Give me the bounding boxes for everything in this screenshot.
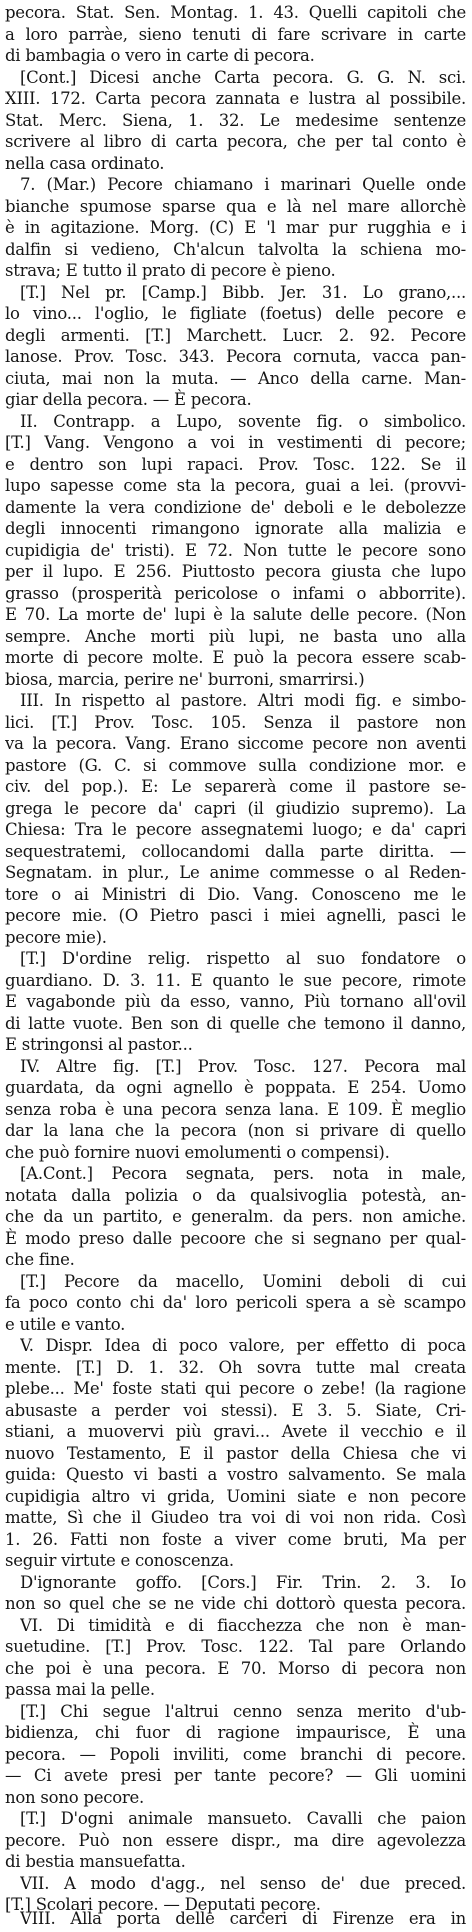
- text-line: VIII. Alla porta delle carceri di Firenze era in: [20, 1909, 466, 1928]
- text-line: dar la lana che la pecora (non si privare di quello: [5, 1121, 466, 1140]
- text-line: morte di pecore molte. E può la pecora essere scab-: [5, 648, 466, 667]
- text-line: V. Dispr. Idea di poco valore, per effetto di poca: [20, 1336, 466, 1355]
- text-line: sequestratemi, collocandomi dalla parte diritta. —: [5, 841, 466, 861]
- text-line: notata dalla polizia o da qualsivoglia potestà, an-: [5, 1185, 466, 1205]
- text-line: D'ignorante goffo. [Cors.] Fir. Trin. 2. 3. Io: [20, 1572, 466, 1592]
- text-line: [T.] Vang. Vengono a voi in vestimenti di pecore;: [5, 433, 466, 452]
- text-line: cupidigia altro vi grida, Uomini siate e non pecore: [5, 1486, 466, 1506]
- text-line: pecore mie).: [5, 927, 107, 947]
- text-line: per il lupo. E 256. Piuttosto pecora giusta che lupo: [5, 562, 466, 581]
- text-line: va la pecora. Vang. Erano siccome pecore non aventi: [5, 734, 466, 753]
- text-line: E stringonsi al pastor...: [5, 1035, 193, 1054]
- text-line: pecore. Può non essere dispr., ma dire agevolezza: [5, 1830, 466, 1850]
- text-line: sempre. Anche morti più lupi, ne basta uno alla: [5, 626, 466, 646]
- text-line: lanose. Prov. Tosc. 343. Pecora cornuta, vacca pan-: [5, 347, 466, 366]
- text-line: plebe... Me' foste stati qui pecore o zebe! (la ragione: [5, 1379, 466, 1398]
- text-line: 7. (Mar.) Pecore chiamano i marinari Quelle onde: [20, 175, 466, 194]
- text-line: pecora. — Popoli inviliti, come branchi di pecore.: [5, 1744, 466, 1764]
- text-line: II. Contrapp. a Lupo, sovente fig. o simbolico.: [20, 411, 466, 431]
- text-line: bianche spumose sparse qua e là nel mare allorchè: [5, 196, 466, 216]
- text-line: scrivere al libro di carta pecora, che per tal conto è: [5, 132, 466, 151]
- text-line: suetudine. [T.] Prov. Tosc. 122. Tal pare Orlando: [5, 1637, 466, 1656]
- text-line: stiani, a muovervi più gravi... Avete il vecchio e il: [5, 1422, 466, 1441]
- text-line: fa poco conto chi da' loro pericoli spera a sè scampo: [5, 1293, 466, 1312]
- text-line: nella casa ordinato.: [5, 153, 165, 173]
- text-line: lupo sapesse come sta la pecora, guai a lei. (provvi-: [5, 476, 466, 495]
- text-line: pecora. Stat. Sen. Montag. 1. 43. Quelli capitoli che: [5, 3, 466, 22]
- text-line: senza roba è una pecora senza lana. E 109. È meglio: [5, 1099, 466, 1119]
- text-line: pecore mie. (O Pietro pasci i miei agnelli, pasci le: [5, 906, 466, 925]
- text-line: che da un partito, e generalm. da pers. non amiche.: [5, 1207, 466, 1226]
- text-line: grega le pecore da' capri (il giudizio supremo). La: [5, 798, 466, 818]
- text-line: è in agitazione. Morg. (C) E 'l mar pur rugghia e i: [5, 218, 466, 237]
- text-line: lici. [T.] Prov. Tosc. 105. Senza il pastore non: [5, 712, 466, 732]
- text-line: 1. 26. Fatti non foste a viver come bruti, Ma per: [5, 1529, 466, 1549]
- text-line: E vagabonde più da esso, vanno, Più tornano all'ovil: [5, 992, 466, 1011]
- text-line: pastore (G. C. si commove sulla condizione mor. e: [5, 755, 466, 775]
- text-line: — Ci avete presi per tante pecore? — Gli uomini: [5, 1766, 466, 1785]
- text-line: guida: Questo vi basti a vostro salvamento. Se mala: [5, 1465, 466, 1484]
- text-line: damente la vera condizione de' deboli e le debolezze: [5, 497, 466, 517]
- text-line: e utile e vanto.: [5, 1314, 126, 1334]
- text-line: [T.] Scolari pecore. — Deputati pecore.: [5, 1895, 321, 1914]
- text-line: tore o ai Ministri di Dio. Vang. Conosceno me le: [5, 884, 466, 904]
- text-line: [T.] D'ordine relig. rispetto al suo fondatore o: [20, 949, 466, 968]
- text-line: [T.] Pecore da macello, Uomini deboli di cui: [20, 1271, 466, 1291]
- text-line: [Cont.] Dicesi anche Carta pecora. G. G. N. sci.: [20, 67, 466, 87]
- text-line: III. In rispetto al pastore. Altri modi fig. e simbo-: [20, 691, 466, 710]
- text-line: E 70. La morte de' lupi è la salute delle pecore. (Non: [5, 605, 466, 624]
- text-line: [T.] Chi segue l'altrui cenno senza merito d'ub-: [20, 1701, 466, 1721]
- text-line: che può fornire nuovi emolumenti o compensi).: [5, 1142, 390, 1162]
- text-line: non sono pecore.: [5, 1787, 145, 1807]
- text-line: mente. [T.] D. 1. 32. Oh sovra tutte mal creata: [5, 1357, 466, 1377]
- text-line: grasso (prosperità pericolose o infami o abborrite).: [5, 583, 466, 603]
- text-line: seguir virtute e conoscenza.: [5, 1551, 234, 1570]
- text-line: passa mai la pelle.: [5, 1680, 155, 1699]
- text-line: bidienza, chi fuor di ragione impaurisce, È una: [5, 1723, 466, 1742]
- text-line: strava; E tutto il prato di pecore è pieno.: [5, 261, 336, 280]
- text-line: [T.] Nel pr. [Camp.] Bibb. Jer. 31. Lo grano,...: [20, 282, 466, 302]
- text-line: che fine.: [5, 1250, 75, 1269]
- text-line: ciuta, mai non la muta. — Anco della carne. Man-: [5, 368, 466, 388]
- text-line: guardata, da ogni agnello è poppata. E 254. Uomo: [5, 1078, 466, 1097]
- text-line: Segnatam. in plur., Le anime commesse o al Reden-: [5, 863, 466, 882]
- text-line: guardiano. D. 3. 11. E quanto le sue pecore, rimote: [5, 970, 466, 990]
- text-line: non so quel che se ne vide chi dottorò questa pecora.: [5, 1594, 466, 1613]
- text-line: cupidigia de' tristi). E 72. Non tutte le pecore sono: [5, 540, 466, 560]
- text-line: giar della pecora. — È pecora.: [5, 390, 252, 409]
- text-line: Stat. Merc. Siena, 1. 32. Le medesime sentenze: [5, 110, 466, 130]
- text-line: abusaste a perder voi stessi). E 3. 5. Siate, Cri-: [5, 1400, 466, 1420]
- text-line: matte, Sì che il Giudeo tra voi di voi non rida. Così: [5, 1508, 466, 1527]
- text-line: e dentro son lupi rapaci. Prov. Tosc. 122. Se il: [5, 454, 466, 474]
- text-line: Chiesa: Tra le pecore assegnatemi luogo; e da' capri: [5, 820, 466, 839]
- text-line: che poi è una pecora. E 70. Morso di pecora non: [5, 1658, 466, 1678]
- text-line: degli innocenti rimangono ignorate alla malizia e: [5, 519, 466, 538]
- text-line: IV. Altre fig. [T.] Prov. Tosc. 127. Pecora mal: [20, 1056, 466, 1076]
- text-line: di latte vuote. Ben son di quelle che temono il danno,: [5, 1013, 466, 1033]
- text-line: lo vino... l'oglio, le figliate (foetus) delle pecore e: [5, 304, 466, 323]
- text-line: VI. Di timidità e di fiacchezza che non è man-: [20, 1615, 466, 1635]
- text-line: [A.Cont.] Pecora segnata, pers. nota in male,: [20, 1164, 466, 1183]
- text-line: biosa, marcia, perire ne' burroni, smarrirsi.): [5, 669, 365, 689]
- text-line: di bambagia o vero in carte di pecora.: [5, 46, 315, 65]
- text-line: È modo preso dalle pecoore che si segnano per qual-: [5, 1228, 466, 1248]
- text-line: XIII. 172. Carta pecora zannata e lustra al possibile.: [5, 89, 466, 108]
- text-line: degli armenti. [T.] Marchett. Lucr. 2. 92. Pecore: [5, 325, 466, 345]
- text-line: nuovo Testamento, E il pastor della Chiesa che vi: [5, 1443, 466, 1463]
- text-line: a loro parràe, sieno tenuti di fare scrivare in carte: [5, 24, 466, 44]
- text-line: dalfin si vedieno, Ch'alcun talvolta la schiena mo-: [5, 239, 466, 259]
- text-line: di bestia mansuefatta.: [5, 1852, 186, 1871]
- text-line: VII. A modo d'agg., nel senso de' due preced.: [20, 1873, 466, 1893]
- text-line: civ. del pop.). E: Le separerà come il pastore se-: [5, 777, 466, 796]
- text-line: [T.] D'ogni animale mansueto. Cavalli che paion: [20, 1809, 466, 1828]
